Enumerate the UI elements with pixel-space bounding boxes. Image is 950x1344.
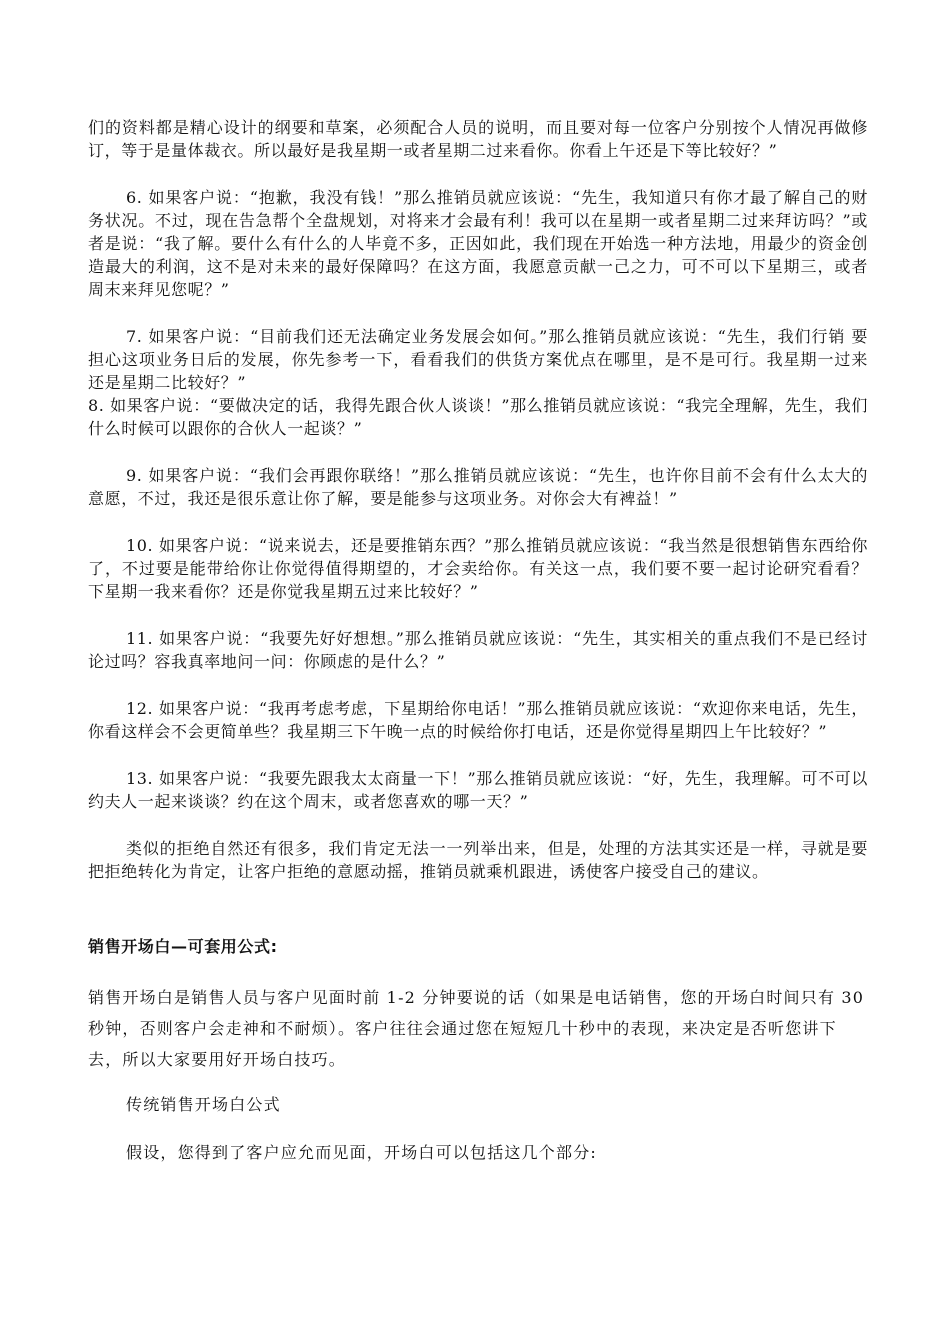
document-page	[88, 116, 868, 1164]
paragraph-summary: 类似的拒绝自然还有很多，我们肯定无法一一列举出来，但是，处理的方法其实还是一样，寻就是要把拒绝转化为肯定，让客户拒绝的意愿动摇，推销员就乘机跟进，诱使客户接受自己的建议。	[88, 839, 868, 881]
section-subheading: 传统销售开场白公式	[126, 1095, 281, 1114]
paragraph-objection-6: 6. 如果客户说：“抱歉，我没有钱！”那么推销员就应该说：“先生，我知道只有你才最了解自己的财务状况。不过，现在告急帮个全盘规划，对将来才会最有利！我可以在星期一或者星期二过来拜访吗？”或者是说：“我了解。要什么有什么的人毕竟不多，正因如此，我们现在开始选一种方法地，用最少的资金创造最大的利润，这不是对未来的最好保障吗？在这方面，我愿意贡献一己之力，可不可以下星期三，或者周末来拜见您呢？”	[88, 188, 868, 299]
paragraph-objection-13: 13. 如果客户说：“我要先跟我太太商量一下！”那么推销员就应该说：“好，先生，我理解。可不可以约夫人一起来谈谈？约在这个周末，或者您喜欢的哪一天？”	[88, 769, 868, 811]
section-heading: 销售开场白—可套用公式:	[88, 937, 278, 956]
paragraph-objection-12: 12. 如果客户说：“我再考虑考虑，下星期给你电话！”那么推销员就应该说：“欢迎你来电话，先生，你看这样会不会更简单些？我星期三下午晚一点的时候给你打电话，还是你觉得星期四上午比较好？”	[88, 699, 868, 741]
paragraph-objection-7: 7. 如果客户说：“目前我们还无法确定业务发展会如何。”那么推销员就应该说：“先生，我们行销 要担心这项业务日后的发展，你先参考一下，看看我们的供货方案优点在哪里，是不是可行。我星期一过来还是星期二比较好？”	[88, 327, 868, 392]
paragraph-objection-10: 10. 如果客户说：“说来说去，还是要推销东西？”那么推销员就应该说：“我当然是很想销售东西给你了，不过要是能带给你让你觉得值得期望的，才会卖给你。有关这一点，我们要不要一起讨论研究看看？下星期一我来看你？还是你觉我星期五过来比较好？”	[88, 536, 868, 601]
section-intro: 销售开场白是销售人员与客户见面时前 1-2 分钟要说的话（如果是电话销售，您的开场白时间只有 30 秒钟，否则客户会走神和不耐烦）。客户往往会通过您在短短几十秒中的表现，来决定是否听您讲下去，所以大家要用好开场白技巧。	[88, 988, 865, 1069]
paragraph-continuation: 们的资料都是精心设计的纲要和草案，必须配合人员的说明，而且要对每一位客户分别按个人情况再做修订，等于是量体裁衣。所以最好是我星期一或者星期二过来看你。你看上午还是下等比较好？”	[88, 118, 868, 160]
paragraph-objection-11: 11. 如果客户说：“我要先好好想想。”那么推销员就应该说：“先生，其实相关的重点我们不是已经讨论过吗？容我真率地问一问：你顾虑的是什么？”	[88, 629, 868, 671]
paragraph-objection-9: 9. 如果客户说：“我们会再跟你联络！”那么推销员就应该说：“先生，也许你目前不会有什么太大的意愿，不过，我还是很乐意让你了解，要是能参与这项业务。对你会大有裨益！”	[88, 466, 868, 508]
paragraph-objection-8: 8. 如果客户说：“要做决定的话，我得先跟合伙人谈谈！”那么推销员就应该说：“我完全理解，先生，我们什么时候可以跟你的合伙人一起谈？”	[88, 396, 868, 438]
section-assumption: 假设，您得到了客户应允而见面，开场白可以包括这几个部分:	[126, 1143, 597, 1162]
